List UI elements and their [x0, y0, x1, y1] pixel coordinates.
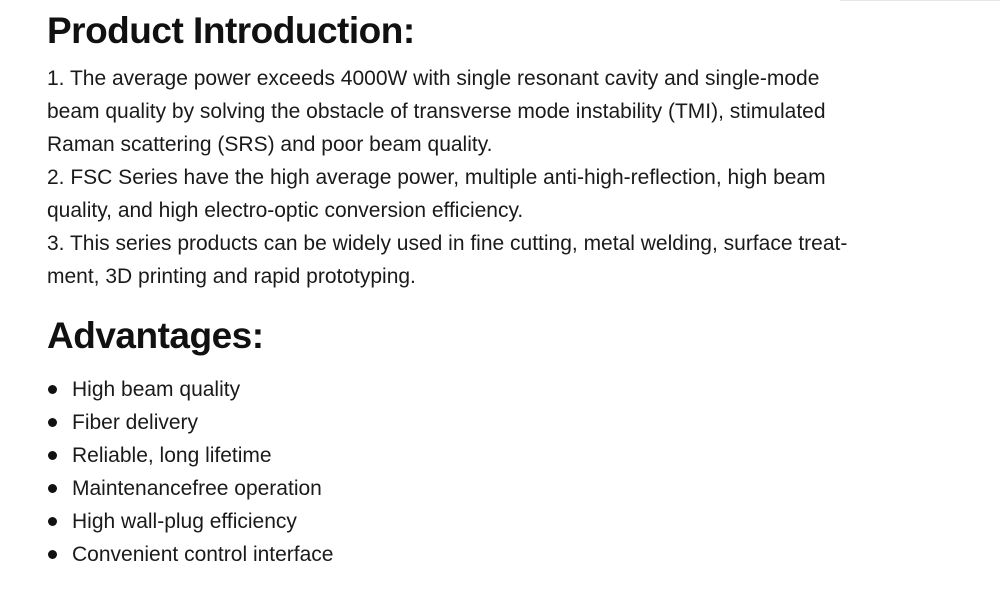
intro-text-line: ment, 3D printing and rapid prototyping. [47, 265, 416, 288]
bullet-icon [48, 484, 57, 493]
advantage-label: Fiber delivery [72, 410, 199, 434]
intro-text-line: beam quality by solving the obstacle of transverse mode instability (TMI), stimulated [47, 100, 826, 123]
advantage-item [47, 505, 334, 538]
intro-text-line: 1. The average power exceeds 4000W with single resonant cavity and single-mode [47, 67, 820, 90]
advantage-label: Reliable, long lifetime [72, 443, 272, 467]
bullet-icon [48, 385, 57, 394]
advantage-item [47, 439, 334, 472]
intro-text-line: quality, and high electro-optic conversion efficiency. [47, 199, 524, 222]
top-divider [840, 0, 1000, 1]
advantage-label: Convenient control interface [72, 542, 334, 566]
intro-text-line: Raman scattering (SRS) and poor beam quality. [47, 133, 493, 156]
advantage-item [47, 406, 334, 439]
advantage-item [47, 472, 334, 505]
advantage-label: Maintenancefree operation [72, 476, 322, 500]
bullet-icon [48, 451, 57, 460]
product-introduction-heading: Product Introduction: [47, 10, 415, 51]
advantage-label: High beam quality [72, 377, 241, 401]
bullet-icon [48, 517, 57, 526]
advantages-list [47, 373, 334, 571]
intro-text-line: 3. This series products can be widely used in fine cutting, metal welding, surface treat- [47, 232, 848, 255]
advantage-item [47, 373, 334, 406]
intro-text-line: 2. FSC Series have the high average power, multiple anti-high-reflection, high beam [47, 166, 826, 189]
product-introduction-body [47, 62, 957, 293]
advantage-label: High wall-plug efficiency [72, 509, 297, 533]
advantages-heading: Advantages: [47, 315, 264, 356]
advantage-item [47, 538, 334, 571]
bullet-icon [48, 550, 57, 559]
bullet-icon [48, 418, 57, 427]
